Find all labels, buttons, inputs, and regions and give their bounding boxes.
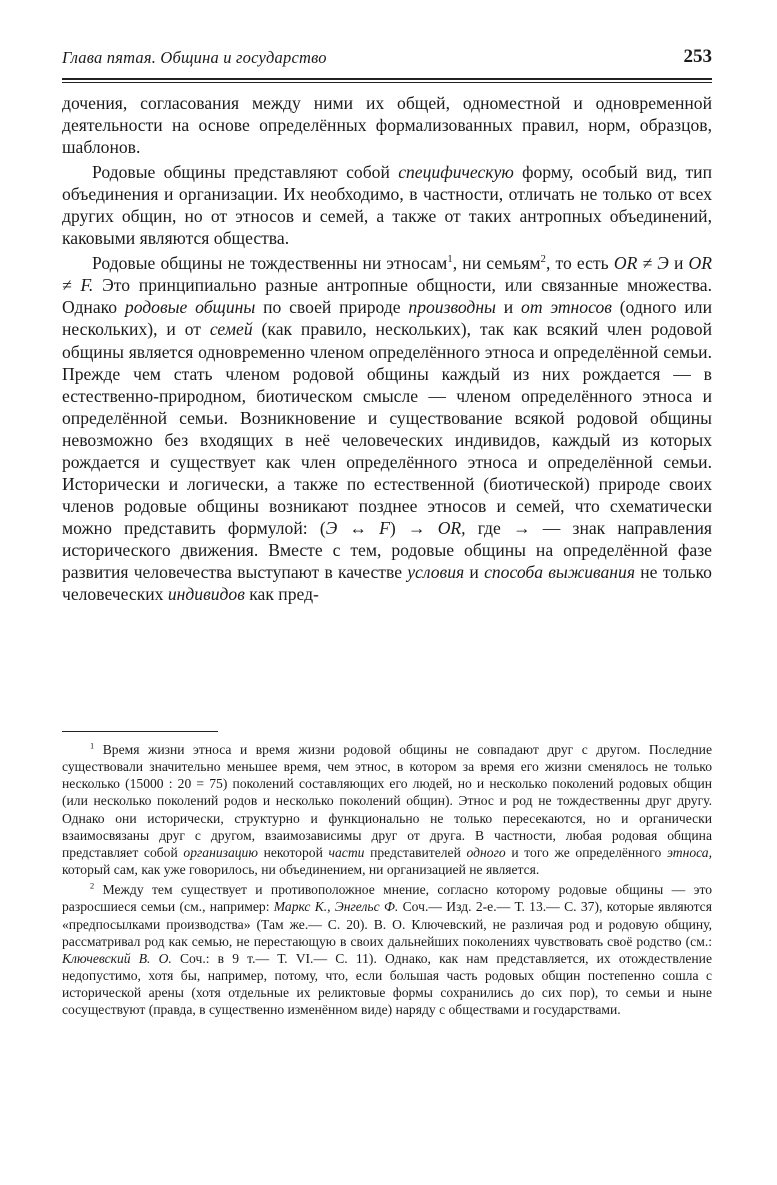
text-run: Это принципиально разные антропные общности, или связанные множества. Однако [62,275,712,318]
paragraph-3 [62,252,712,605]
emphasis-text: производны [408,297,496,318]
emphasis-text: способа выживания [484,561,636,582]
text-run: и [668,253,689,274]
running-title: Глава пятая. Община и государство [62,48,327,67]
text-run: Родовые общины представляют собой [92,162,399,183]
text-run: Между тем существует и противоположное мнение, согласно которому родовые общины — это разросшиеся семьи (см., например: [62,882,712,915]
emphasis-text: OR, [437,517,466,538]
text-run: и того же определённого [505,844,667,860]
emphasis-text: одного [466,844,506,860]
emphasis-text: родовые общины [124,297,256,318]
text-run: как пред- [244,584,319,605]
paragraph-1: дочения, согласования между ними их общей, одноместной и одновременной деятельности на основе определённых формализованных правил, норм, образцов, шаблонов. [62,93,712,158]
main-text [62,92,712,605]
text-run: и [464,561,485,582]
footnotes [62,741,712,1019]
footnote-marker: 1 [447,253,453,266]
paragraph-2 [62,161,712,249]
text-run: (как правило, нескольких), так как всякий член родовой общины является одновременно членом определённого этноса и определённой семьи. Прежде чем стать членом родовой общины каждый из них рождается — в естественно-природном, биотическом смысле — членом определённого этноса и определённой семьи. Возникновение и существование всякой родовой общины невозможно без входящих в неё человеческих индивидов, каждый из которых рождается и существует как член определённого этноса и определённой семьи. Исторически и логически, а также по естественной (биотической) природе своих членов родовые общины возникают позднее этносов и семей, что схематически можно представить формулой: ( [62,319,712,538]
text-run: не только человеческих [62,561,712,605]
emphasis-text: семей [209,319,253,340]
footnote-2 [62,881,712,1018]
text-run: Время жизни этноса и время жизни родовой общины не совпадают друг с другом. Последние существовали значительно меньшее время, чем этнос, в котором за время его жизни сменялось не только несколько (15000 : 20 = 75) поколений составляющих его людей, но и несколько поколений родовых общин (или несколько поколений родов и несколько поколений общин). Этнос и род не тождественны друг другу. Однако они исторически, структурно и функционально не только пересекаются, но и органически взаимосвязаны друг с другом, взаимозависимы друг от друга. В частности, любая родовая община представляет собой [62,742,712,860]
text-run: Соч.— Изд. 2-е.— Т. 13.— С. 37), которые являются «предпосылками производства» (Там же.— С. 20). В. О. Ключевский, не различая род и родовую общину, рассматривал род как семью, не перестающую в своих дальнейших поколениях чувствовать своё родство (см.: [62,899,712,949]
emphasis-text: условия [407,561,465,582]
text-run: некоторой [257,844,329,860]
emphasis-text: OR ≠ F. [62,253,712,296]
text-run: представителей [364,844,467,860]
footnote-marker: 2 [90,880,95,891]
text-run: где → — знак направления исторического движения. Вместе с тем, родовые общины на определённой фазе развития человечества выступают в качестве [62,517,712,582]
emphasis-text: части [328,844,365,860]
text-run: ) → [389,517,438,538]
emphasis-text: индивидов [167,584,245,605]
text-run: Родовые общины не тождественны ни этносам [92,253,448,274]
emphasis-text: Э ↔ F [325,517,390,538]
running-header [62,42,712,80]
footnote-1 [62,741,712,878]
emphasis-text: Маркс К., Энгельс Ф. [273,899,399,915]
emphasis-text: этноса, [666,844,712,860]
emphasis-text: от этносов [521,297,612,318]
text-run: и [495,297,522,318]
footnote-marker: 2 [540,253,546,266]
text-run: который сам, как уже говорилось, ни объединением, ни организацией не является. [62,862,540,878]
footnote-marker: 1 [90,740,95,751]
text-run: по своей природе [255,297,409,318]
emphasis-text: Ключевский В. О. [62,950,172,966]
footnote-divider [62,731,218,732]
emphasis-text: OR ≠ Э [613,253,669,274]
text-run: форму, особый вид, тип объединения и организации. Их необходимо, в частности, отличать не только от всех других общин, но от этносов и семей, а также от таких антропных объединений, каковыми являются общества. [62,162,712,249]
text-run: (одного или нескольких), и от [62,297,712,340]
text-run: , то есть [545,253,614,274]
text-run: , ни семьям [452,253,541,274]
text-run: Соч.: в 9 т.— Т. VI.— С. 11). Однако, как нам представляется, их отождествление недопустимо, хотя бы, например, потому, что, если большая часть родовых общин постепенно сошла с исторической арены (хотя отдельные их реликтовые формы сохранились до сих пор), то семьи и ныне сосуществуют (правда, в существенно изменённом виде) наряду с обществами и государствами. [62,950,712,1018]
page-number: 253 [683,46,712,67]
emphasis-text: организацию [183,844,258,860]
emphasis-text: специфическую [398,162,514,183]
